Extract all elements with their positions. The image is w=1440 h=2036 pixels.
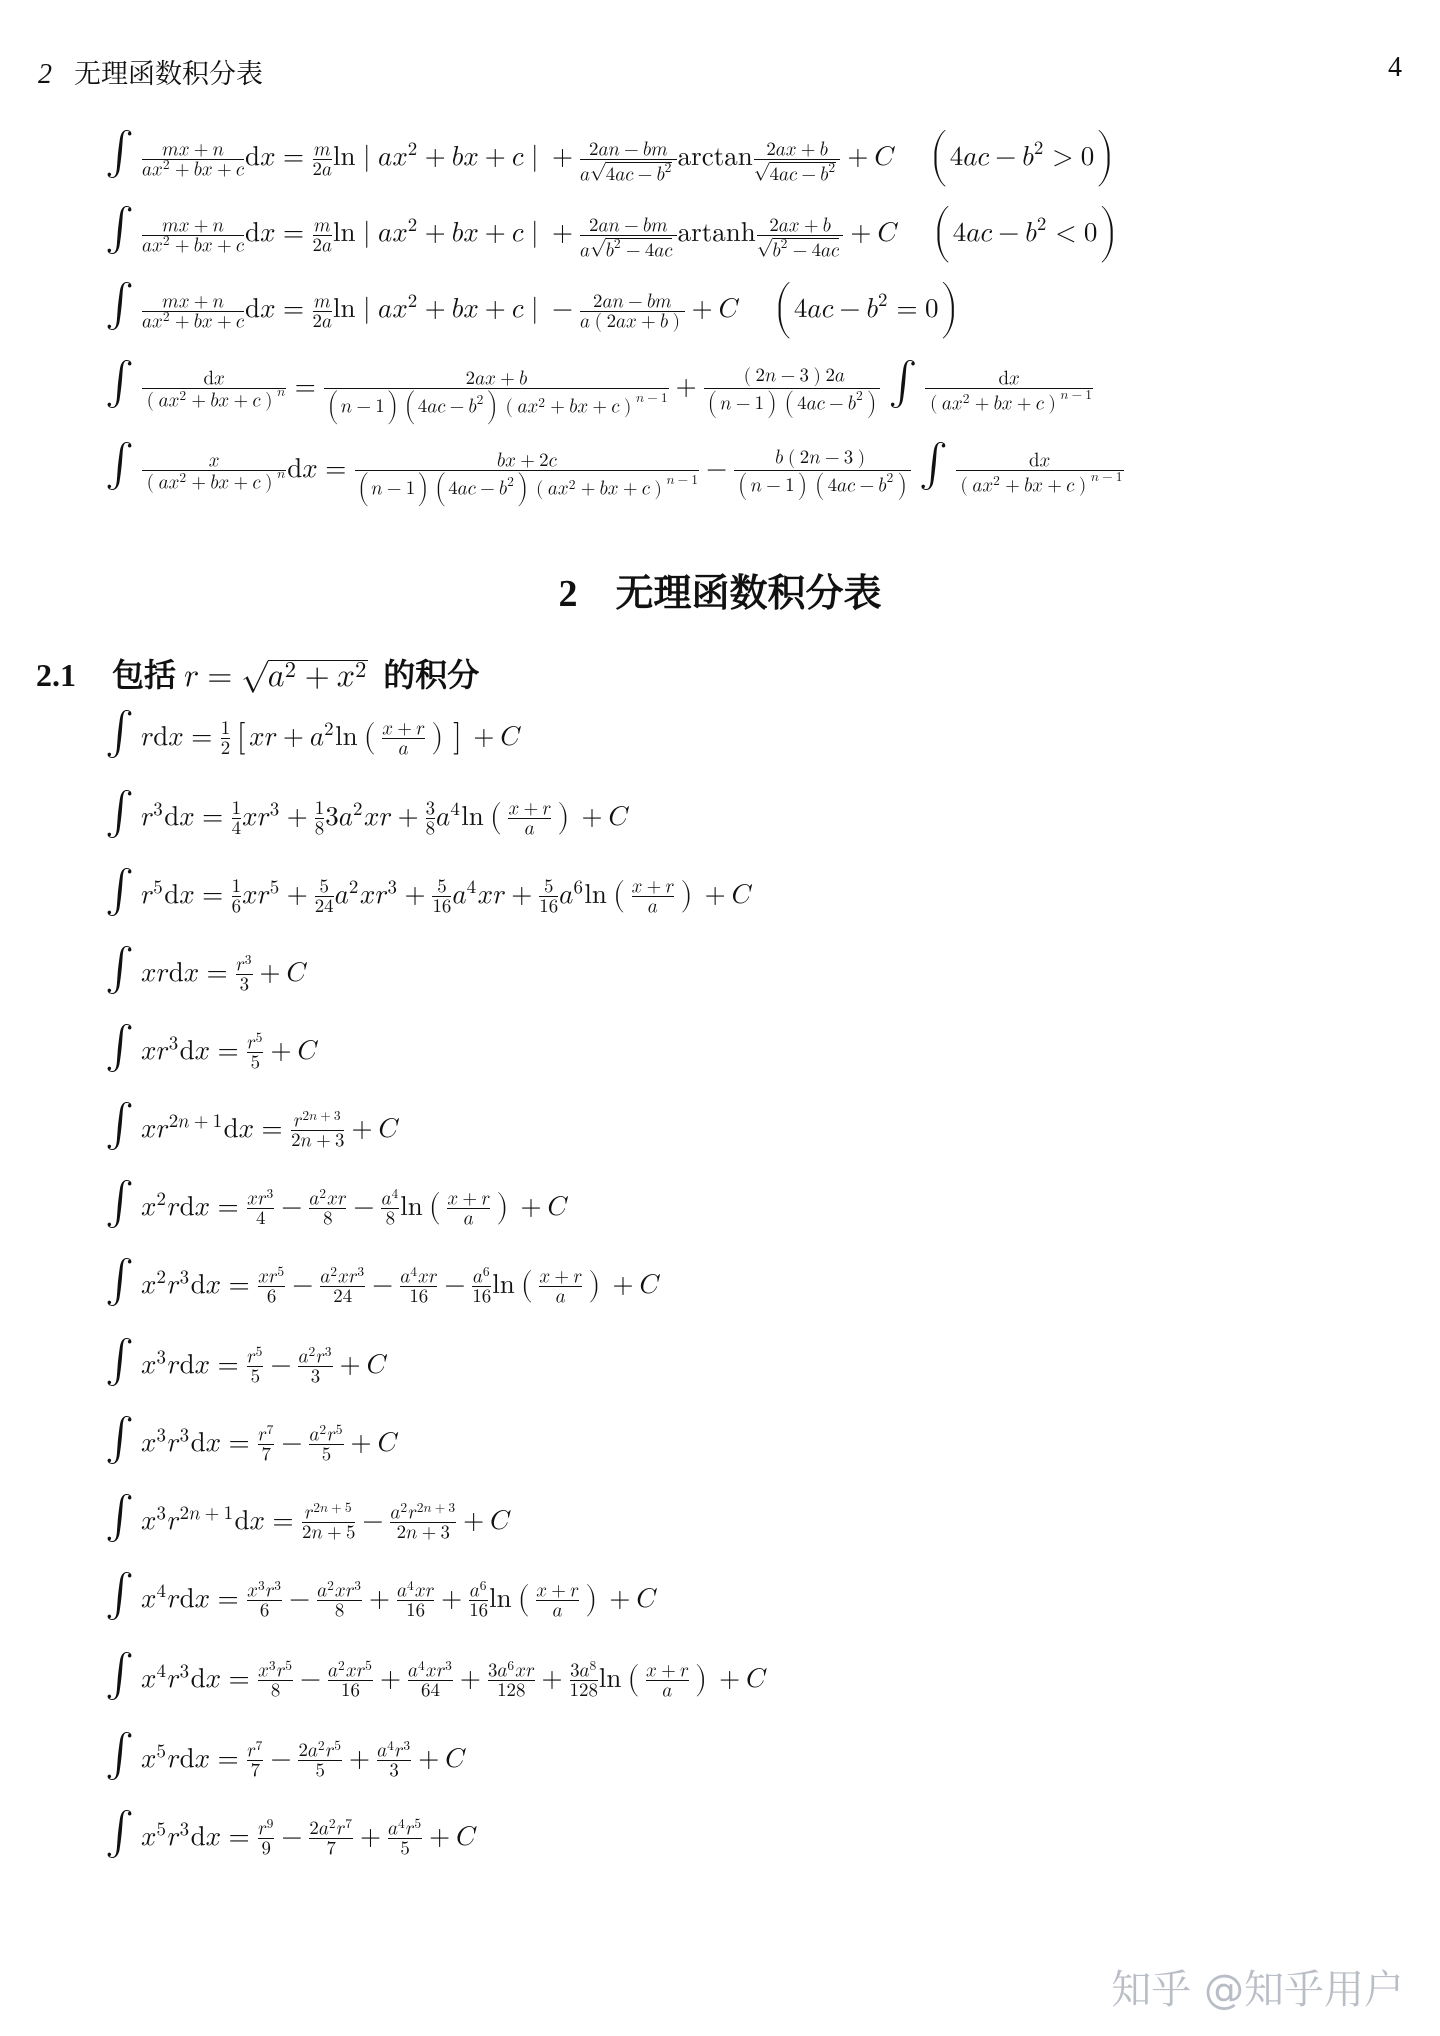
formula-r-2: ∫ r 3 d x = 1 4 x r 3 + 1 8 3 a 2 x r + 3 8 a 4 ln ( x + r 𝑎 ) + C [105, 791, 628, 839]
formula-r-10: ∫ x 3 r 3 d x = r 7 7 − a 2 r 5 5 + C [105, 1417, 397, 1465]
formula-r-15: ∫ x 5 r 3 d x = r 9 9 − 2 a 2 r 7 7 + a 4 r 5 5 + C [105, 1811, 476, 1859]
formula-r-9: ∫ x 3 r d x = r 5 5 − a 2 r 3 3 + C [105, 1339, 386, 1387]
formula-r-12: ∫ x 4 r d x = x 3 r 3 6 − a 2 x r 3 8 + a 4 x r 16 + a 6 16 ln ( x + r 𝑎 ) + C [105, 1573, 656, 1621]
formula-r-14: ∫ x 5 r d x = r 7 7 − 2 a 2 r 5 5 + a 4 r 3 3 + C [105, 1733, 465, 1781]
formula-r-7: ∫ x 2 r d x = x r 3 4 − a 2 x r 8 − a 4 8 ln ( x + r 𝑎 ) + C [105, 1181, 567, 1229]
page-number: 4 [1388, 52, 1402, 83]
running-header [38, 52, 263, 91]
formula-r-1: ∫ r d x = 1 2 [ x r + a 2 ln ( x + r 𝑎 ) ] + C [105, 711, 520, 759]
formula-r-8: ∫ x 2 r 3 d x = x r 5 6 − a 2 x r 3 24 − a 4 x r 16 − a 6 16 ln ( x + r 𝑎 ) + C [105, 1259, 659, 1307]
formula-r-13: ∫ x 4 r 3 d x = x 3 r 5 8 − a 2 x r 5 16 + a 4 x r 3 64 + 3 a 6 x r 128 + 3 a 8 128 ln ( x + r 𝑎 ) + C [105, 1653, 766, 1701]
subsection-title-suffix: 的积分 [383, 657, 480, 693]
formula-quadratic-1: ∫ m x + n 𝑎 x 2 + b x + c d x = m 2 a ln | a x 2 + b x + c | + 2 a n − b m 𝑎 4 a c − b 2 arctan 2 a x + b 4 a c − b 2 + C ( 4 a c − b 2 > 0 ) [105, 131, 1105, 184]
subsection-math: r = a 2 + x 2 [184, 659, 367, 693]
formula-r-6: ∫ x r 2 n + 1 d x = r 2 n + 3 2 n + 3 + C [105, 1103, 398, 1151]
formula-quadratic-3: ∫ m x + n 𝑎 x 2 + b x + c d x = m 2 a ln | a x 2 + b x + c | − 2 a n − b m 𝑎 ( 2 a x + b ) + C ( 4 a c − b 2 = 0 ) [105, 283, 950, 334]
formula-r-5: ∫ x r 3 d x = r 5 5 + C [105, 1025, 317, 1073]
subsection-title-prefix: 包括 [112, 657, 177, 693]
section-heading [0, 562, 1440, 617]
header-chapter-number: 2 [38, 59, 52, 90]
section-number: 2 [558, 573, 578, 615]
section-title: 无理函数积分表 [615, 570, 882, 615]
formula-quadratic-4: ∫ d x ( a x 2 + b x + c ) 𝑛 = 2 a x + b ( n − 1 ) ( 4 a c − b 2 ) ( a x 2 + b x + c ) 𝑛 − 1 + ( 2 n − 3 ) 2 a ( n − 1 ) ( 4 a c − b 2 ) ∫ d x ( a x 2 + b x + c ) 𝑛 − 1 [105, 361, 1092, 419]
subsection-number: 2.1 [36, 657, 76, 693]
header-chapter-title: 无理函数积分表 [74, 59, 263, 90]
formula-r-11: ∫ x 3 r 2 n + 1 d x = r 2 n + 5 2 n + 5 − a 2 r 2 n + 3 2 n + 3 + C [105, 1495, 510, 1543]
formula-r-4: ∫ x r d x = r 3 3 + C [105, 947, 306, 995]
formula-r-3: ∫ r 5 d x = 1 6 x r 5 + 5 24 a 2 x r 3 + 5 16 a 4 x r + 5 16 a 6 ln ( x + r 𝑎 ) + C [105, 869, 751, 917]
watermark: 知乎 @知乎用户 [1111, 1967, 1404, 2013]
formula-quadratic-2: ∫ m x + n 𝑎 x 2 + b x + c d x = m 2 a ln | a x 2 + b x + c | + 2 a n − b m 𝑎 b 2 − 4 a c artanh 2 a x + b 𝑏 2 − 4 a c + C ( 4 a c − b 2 < 0 ) [105, 207, 1108, 260]
subsection-heading [36, 650, 479, 696]
formula-quadratic-5: ∫ x ( a x 2 + b x + c ) 𝑛 d x = b x + 2 c ( n − 1 ) ( 4 a c − b 2 ) ( a x 2 + b x + c ) 𝑛 − 1 − b ( 2 n − 3 ) ( n − 1 ) ( 4 a c − b 2 ) ∫ d x ( a x 2 + b x + c ) 𝑛 − 1 [105, 443, 1123, 501]
